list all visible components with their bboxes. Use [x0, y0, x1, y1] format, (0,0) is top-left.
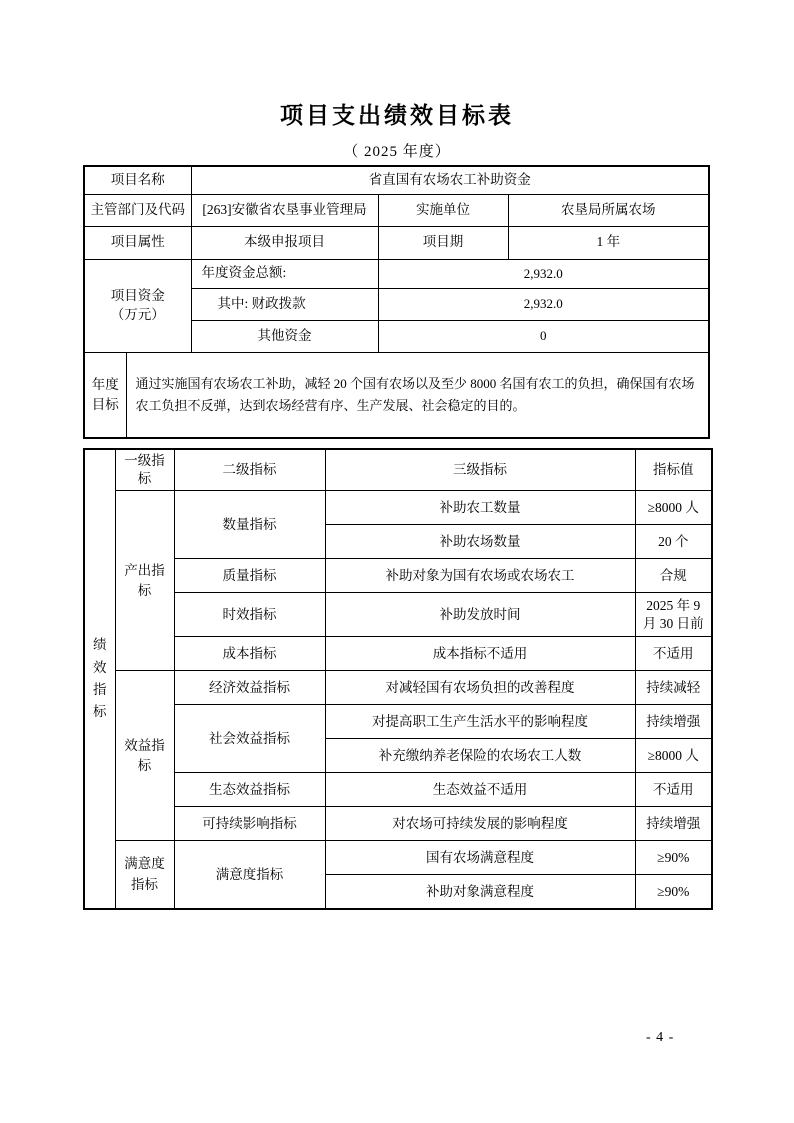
project-name-value: 省直国有农场农工补助资金 [191, 166, 709, 194]
funds-total-value: 2,932.0 [378, 259, 709, 288]
attr-value: 本级申报项目 [191, 226, 378, 259]
funds-other-value: 0 [378, 320, 709, 352]
page-subtitle: （ 2025 年度） [343, 144, 451, 160]
level3-cell: 成本指标不适用 [325, 637, 635, 671]
indicator-row [84, 841, 712, 875]
level2-cell: 可持续影响指标 [174, 807, 325, 841]
period-label: 项目期 [378, 226, 508, 259]
level2-cell: 满意度指标 [174, 841, 325, 909]
project-name-label: 项目名称 [84, 166, 191, 194]
value-cell: 合规 [635, 559, 712, 593]
funds-label [84, 259, 191, 352]
funds-total-label: 年度资金总额: [191, 259, 378, 288]
level2-cell: 质量指标 [174, 559, 325, 593]
value-cell: 持续增强 [635, 705, 712, 739]
funds-label-line2: （万元） [110, 306, 165, 322]
value-cell: 持续增强 [635, 807, 712, 841]
indicator-row [84, 491, 712, 525]
level3-cell: 对提高职工生产生活水平的影响程度 [325, 705, 635, 739]
value-cell: 20 个 [635, 525, 712, 559]
level1-cell: 产出指标 [115, 491, 174, 671]
level2-cell: 社会效益指标 [174, 705, 325, 773]
level2-cell: 时效指标 [174, 593, 325, 637]
level3-cell: 补充缴纳养老保险的农场农工人数 [325, 739, 635, 773]
level2-cell: 成本指标 [174, 637, 325, 671]
level3-cell: 补助对象满意程度 [325, 875, 635, 909]
value-cell: 持续减轻 [635, 671, 712, 705]
dept-value: [263]安徽省农垦事业管理局 [191, 194, 378, 226]
level3-cell: 生态效益不适用 [325, 773, 635, 807]
indicator-row [84, 807, 712, 841]
funds-fiscal-label: 其中: 财政拨款 [191, 288, 378, 320]
indicator-row [84, 671, 712, 705]
level2-cell: 经济效益指标 [174, 671, 325, 705]
level3-cell: 对减轻国有农场负担的改善程度 [325, 671, 635, 705]
indicator-row [84, 705, 712, 739]
period-value: 1 年 [508, 226, 709, 259]
level3-cell: 补助农场数量 [325, 525, 635, 559]
level3-cell: 国有农场满意程度 [325, 841, 635, 875]
level3-cell: 对农场可持续发展的影响程度 [325, 807, 635, 841]
header-level2: 二级指标 [174, 449, 325, 491]
level3-cell: 补助对象为国有农场或农场农工 [325, 559, 635, 593]
level1-cell: 效益指标 [115, 671, 174, 841]
value-cell: ≥8000 人 [635, 491, 712, 525]
header-value: 指标值 [635, 449, 712, 491]
value-cell: ≥8000 人 [635, 739, 712, 773]
indicator-row [84, 773, 712, 807]
value-cell: 不适用 [635, 773, 712, 807]
level3-cell: 补助农工数量 [325, 491, 635, 525]
impl-unit-label: 实施单位 [378, 194, 508, 226]
indicators-side-label: 绩效指标 [84, 449, 115, 909]
level1-cell: 满意度指标 [115, 841, 174, 909]
value-cell: 不适用 [635, 637, 712, 671]
funds-label-line1: 项目资金 [110, 288, 165, 304]
attr-label: 项目属性 [84, 226, 191, 259]
indicator-row [84, 559, 712, 593]
value-cell: ≥90% [635, 875, 712, 909]
header-level1: 一级指标 [115, 449, 174, 491]
project-info-table [83, 165, 710, 439]
dept-label: 主管部门及代码 [84, 194, 191, 226]
indicators-table [83, 448, 713, 910]
value-cell: 2025 年 9 月 30 日前 [635, 593, 712, 637]
funds-fiscal-value: 2,932.0 [378, 288, 709, 320]
value-cell: ≥90% [635, 841, 712, 875]
indicator-row [84, 593, 712, 637]
page-number: - 4 - [646, 1030, 675, 1045]
level2-cell: 数量指标 [174, 491, 325, 559]
annual-goal-label: 年度目标 [84, 352, 126, 438]
header-level3: 三级指标 [325, 449, 635, 491]
annual-goal-text: 通过实施国有农场农工补助，减轻 20 个国有农场以及至少 8000 名国有农工的负担，确保国有农场农工负担不反弹，达到农场经营有序、生产发展、社会稳定的目的。 [126, 352, 709, 438]
impl-unit-value: 农垦局所属农场 [508, 194, 709, 226]
funds-other-label: 其他资金 [191, 320, 378, 352]
level2-cell: 生态效益指标 [174, 773, 325, 807]
level3-cell: 补助发放时间 [325, 593, 635, 637]
page-title: 项目支出绩效目标表 [280, 103, 514, 128]
indicator-row [84, 637, 712, 671]
